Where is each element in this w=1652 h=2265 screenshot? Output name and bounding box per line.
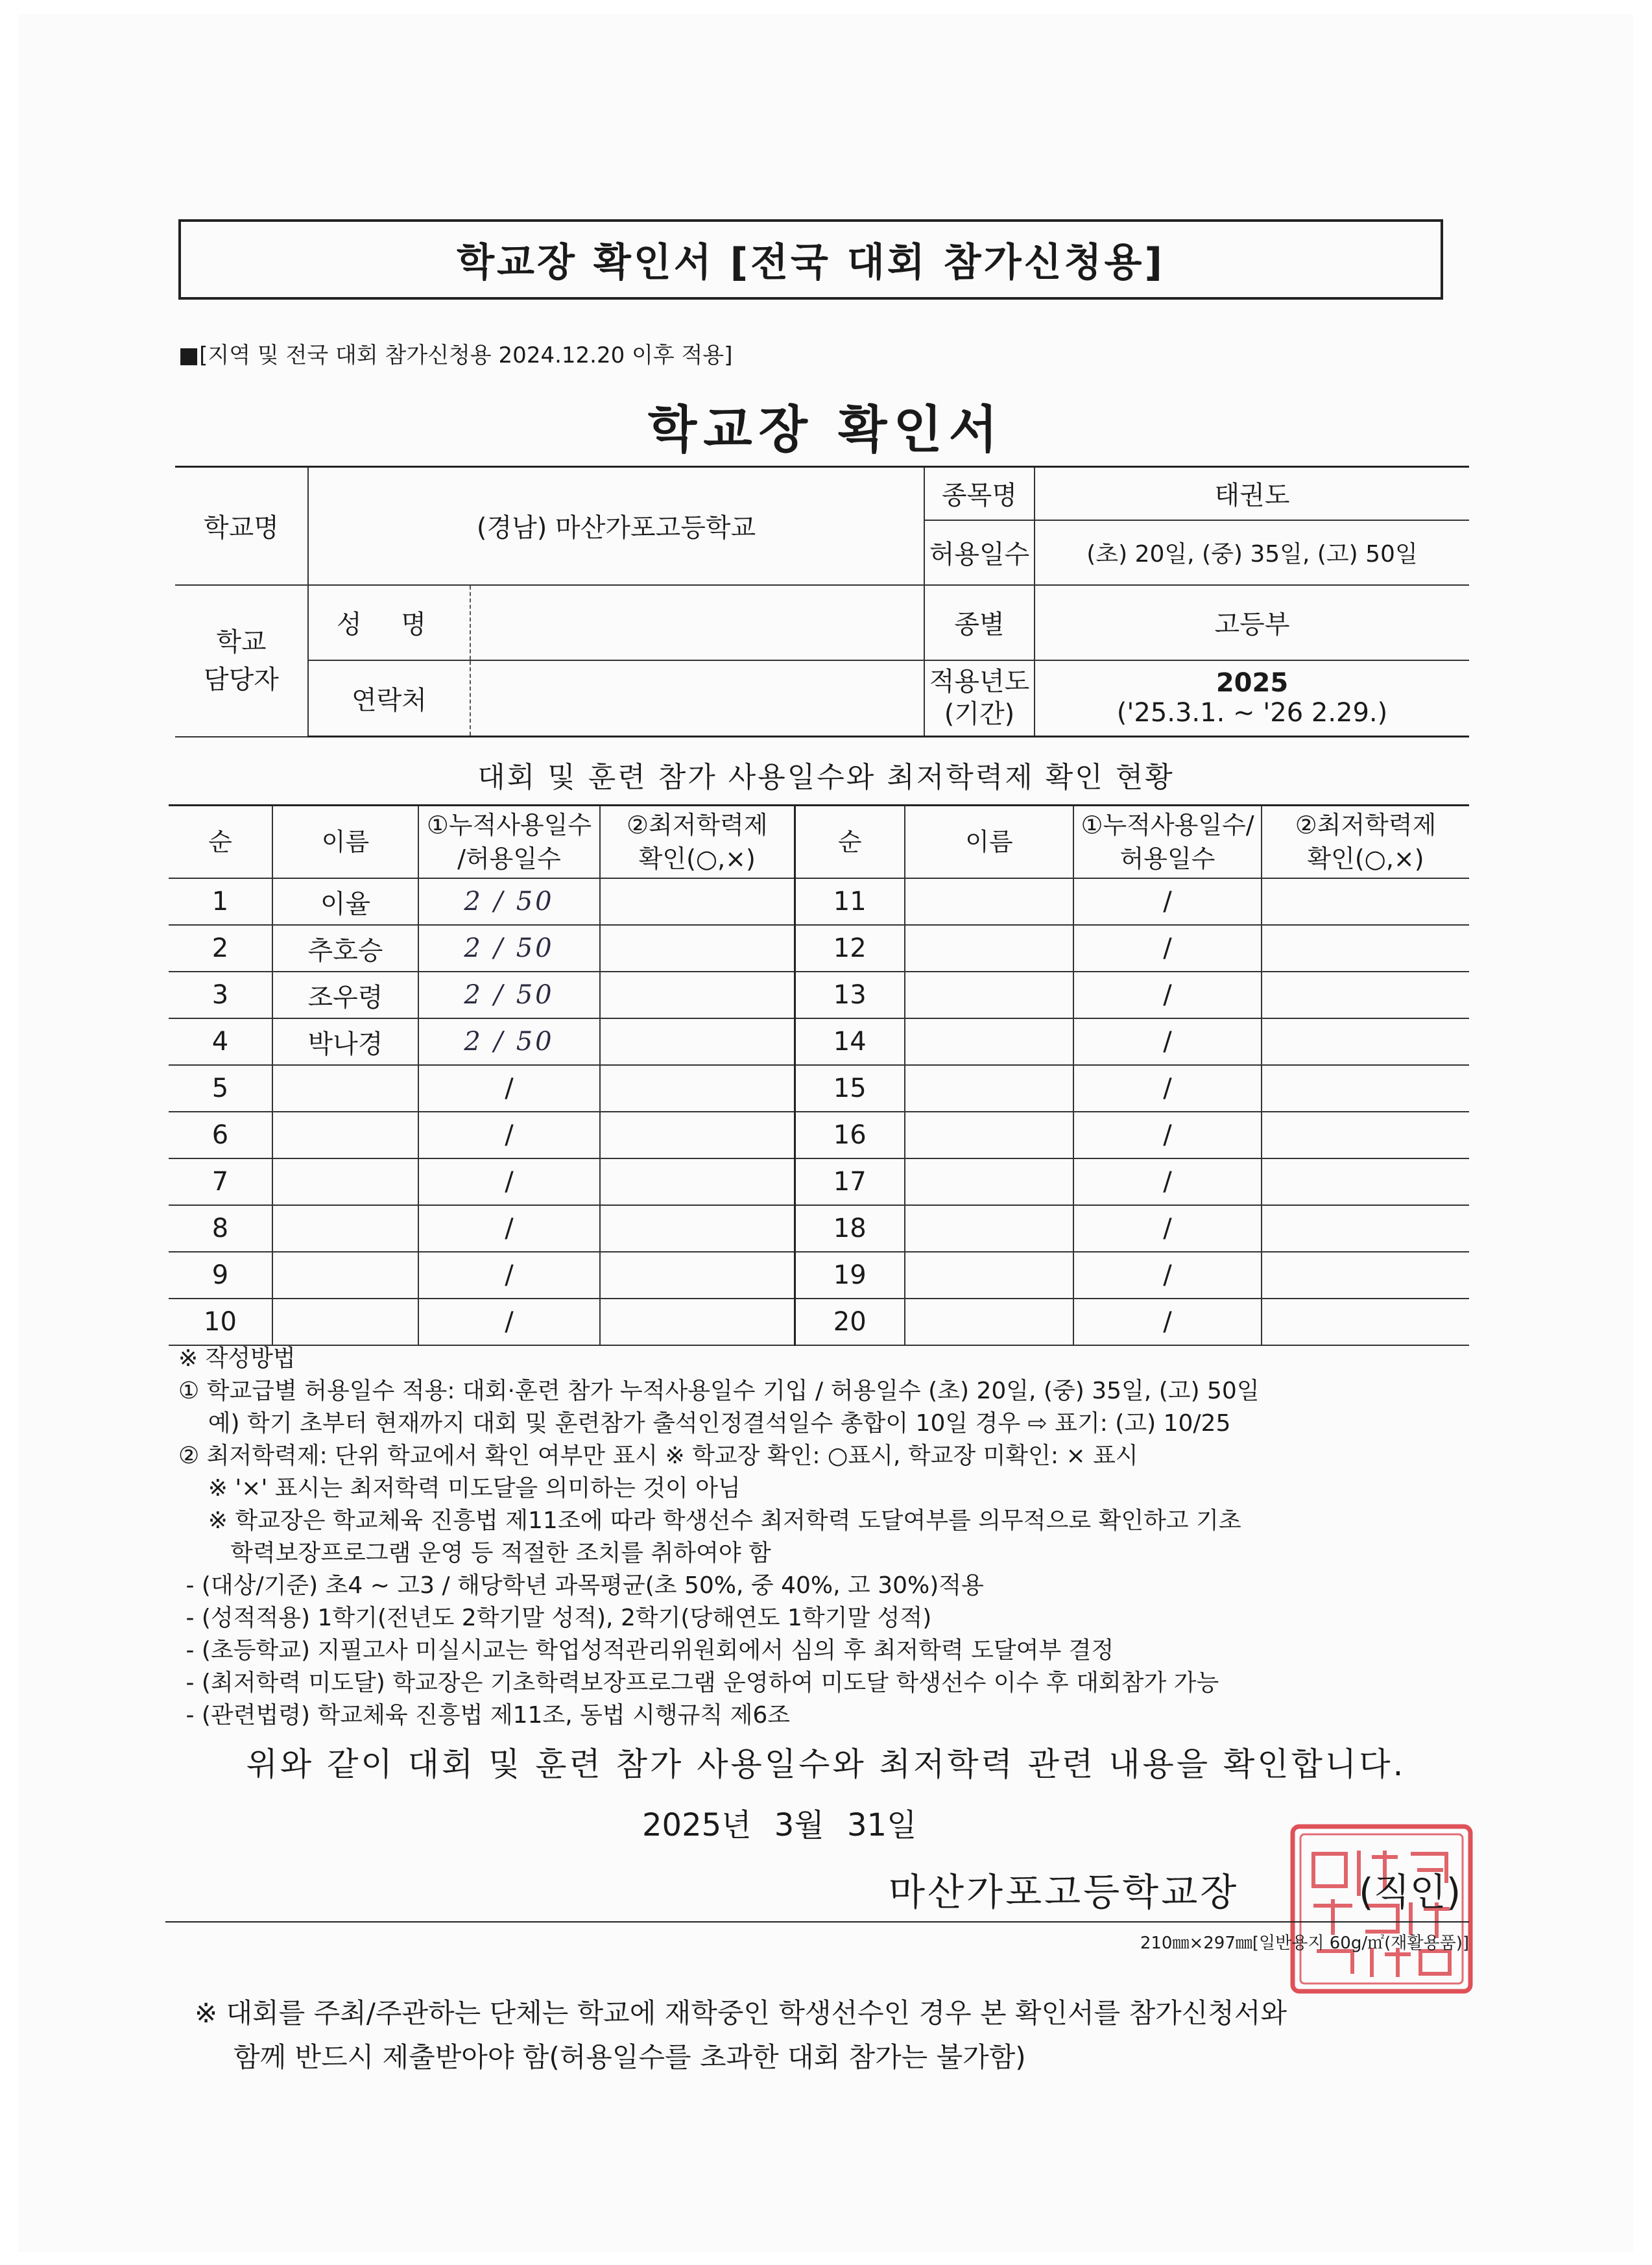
name-label: 성 명 (308, 585, 470, 660)
cell-days-right: / (1073, 878, 1262, 925)
header-name: 이름 (272, 806, 418, 879)
roster-row (169, 1205, 1469, 1252)
cell-check-right (1262, 972, 1469, 1018)
header-check-right: ②최저학력제 확인(○,×) (1262, 806, 1469, 879)
cell-check (600, 878, 795, 925)
instruction-line: 예) 학기 초부터 현재까지 대회 및 훈련참가 출석인정결석일수 총합이 10일 경우 ⇨ 표기: (고) 10/25 (178, 1410, 1231, 1437)
header-days: ①누적사용일수 /허용일수 (418, 806, 600, 879)
submission-note-line2: 함께 반드시 제출받아야 함(허용일수를 초과한 대회 참가는 불가함) (233, 2041, 1026, 2073)
event-label: 종목명 (924, 467, 1035, 520)
cell-check (600, 972, 795, 1018)
date-month: 3월 (774, 1807, 824, 1843)
cell-check (600, 1018, 795, 1065)
cell-name-right (905, 1205, 1073, 1252)
submission-note (195, 1991, 1287, 2079)
instructions (178, 1343, 1476, 1732)
cell-check-right (1262, 1018, 1469, 1065)
cell-name (272, 1252, 418, 1299)
event-value: 태권도 (1035, 467, 1469, 520)
cell-days: / (418, 1252, 600, 1299)
apply-year-cell (1035, 660, 1469, 737)
cell-name (272, 1065, 418, 1112)
footer-divider (165, 1921, 1469, 1923)
name-value (470, 585, 924, 660)
cell-check-right (1262, 1205, 1469, 1252)
cell-days-right: / (1073, 1252, 1262, 1299)
school-info-table (175, 466, 1469, 737)
school-value: (경남) 마산가포고등학교 (308, 467, 924, 585)
confirmation-statement: 위와 같이 대회 및 훈련 참가 사용일수와 최저학력 관련 내용을 확인합니다. (246, 1745, 1406, 1783)
contact-value (470, 660, 924, 737)
date-year: 2025년 (642, 1807, 752, 1843)
cell-days: 2 / 50 (418, 1018, 600, 1065)
cell-name (272, 1205, 418, 1252)
cell-name-right (905, 1112, 1073, 1158)
cell-name-right (905, 1065, 1073, 1112)
header-days-right: ①누적사용일수/ 허용일수 (1073, 806, 1262, 879)
cell-check-right (1262, 925, 1469, 972)
issue-date (642, 1800, 916, 1845)
cell-name-right (905, 1252, 1073, 1299)
division-label: 종별 (924, 585, 1035, 660)
paper-spec: 210㎜×297㎜[일반용지 60g/㎡(재활용품)] (1140, 1934, 1469, 1953)
cell-days: / (418, 1299, 600, 1345)
roster-row (169, 1299, 1469, 1345)
apply-year-value: 2025 (1215, 668, 1289, 699)
cell-name (272, 1158, 418, 1205)
cell-check-right (1262, 1112, 1469, 1158)
athlete-roster-table (169, 804, 1469, 1346)
cell-no: 5 (169, 1065, 272, 1112)
cell-no: 1 (169, 878, 272, 925)
cell-no-right: 19 (795, 1252, 905, 1299)
cell-check-right (1262, 1252, 1469, 1299)
cell-days: 2 / 50 (418, 925, 600, 972)
cell-no-right: 16 (795, 1112, 905, 1158)
cell-no-right: 20 (795, 1299, 905, 1345)
cell-no: 9 (169, 1252, 272, 1299)
allowed-days-label: 허용일수 (924, 520, 1035, 585)
form-title: 학교장 확인서 [전국 대회 참가신청용] (457, 240, 1165, 285)
roster-row (169, 1158, 1469, 1205)
principal-name: 마산가포고등학교장 (889, 1870, 1239, 1914)
instruction-line: - (성적적용) 1학기(전년도 2학기말 성적), 2학기(당해연도 1학기말 성적) (178, 1605, 932, 1631)
cell-check (600, 1112, 795, 1158)
cell-no-right: 11 (795, 878, 905, 925)
cell-no: 3 (169, 972, 272, 1018)
apply-year-period: ('25.3.1. ~ '26 2.29.) (1116, 698, 1388, 728)
instruction-line: - (관련법령) 학교체육 진흥법 제11조, 동법 시행규칙 제6조 (178, 1702, 791, 1729)
cell-no: 7 (169, 1158, 272, 1205)
cell-check (600, 1205, 795, 1252)
instruction-line: - (대상/기준) 초4 ~ 고3 / 해당학년 과목평균(초 50%, 중 40%, 고 30%)적용 (178, 1572, 984, 1599)
roster-header-row (169, 806, 1469, 879)
cell-days: / (418, 1205, 600, 1252)
cell-days: / (418, 1112, 600, 1158)
cell-name: 조우령 (272, 972, 418, 1018)
cell-name: 이율 (272, 878, 418, 925)
cell-days: 2 / 50 (418, 878, 600, 925)
cell-check-right (1262, 1299, 1469, 1345)
cell-check (600, 1065, 795, 1112)
instruction-line: ※ 학교장은 학교체육 진흥법 제11조에 따라 학생선수 최저학력 도달여부를 의무적으로 확인하고 기초 (178, 1507, 1241, 1534)
cell-days-right: / (1073, 1299, 1262, 1345)
header-no-right: 순 (795, 806, 905, 879)
roster-row (169, 1112, 1469, 1158)
roster-row (169, 878, 1469, 925)
instruction-line: 학력보장프로그램 운영 등 적절한 조치를 취하여야 함 (178, 1540, 771, 1566)
applicability-notice: ■[지역 및 전국 대회 참가신청용 2024.12.20 이후 적용] (178, 342, 733, 368)
cell-name-right (905, 1299, 1073, 1345)
cell-no: 6 (169, 1112, 272, 1158)
header-name-right: 이름 (905, 806, 1073, 879)
roster-row (169, 1018, 1469, 1065)
cell-check (600, 925, 795, 972)
cell-name: 추호승 (272, 925, 418, 972)
cell-name-right (905, 972, 1073, 1018)
seal-label: (직인) (1359, 1870, 1461, 1914)
allowed-days-value: (초) 20일, (중) 35일, (고) 50일 (1035, 520, 1469, 585)
cell-check-right (1262, 1065, 1469, 1112)
cell-name-right (905, 1158, 1073, 1205)
cell-no: 2 (169, 925, 272, 972)
cell-no-right: 15 (795, 1065, 905, 1112)
roster-row (169, 1252, 1469, 1299)
instructions-heading: ※ 작성방법 (178, 1345, 296, 1372)
cell-days: 2 / 50 (418, 972, 600, 1018)
cell-check-right (1262, 878, 1469, 925)
cell-days: / (418, 1065, 600, 1112)
cell-days-right: / (1073, 1112, 1262, 1158)
manager-label: 학교 담당자 (175, 585, 308, 737)
roster-row (169, 972, 1469, 1018)
section-title: 대회 및 훈련 참가 사용일수와 최저학력제 확인 현황 (477, 761, 1175, 794)
cell-no: 10 (169, 1299, 272, 1345)
cell-check (600, 1158, 795, 1205)
division-value: 고등부 (1035, 585, 1469, 660)
cell-days-right: / (1073, 925, 1262, 972)
cell-days-right: / (1073, 1065, 1262, 1112)
instruction-line: - (최저학력 미도달) 학교장은 기초학력보장프로그램 운영하여 미도달 학생선수 이수 후 대회참가 가능 (178, 1670, 1219, 1696)
cell-check (600, 1299, 795, 1345)
cell-name (272, 1299, 418, 1345)
instruction-line: ② 최저학력제: 단위 학교에서 확인 여부만 표시 ※ 학교장 확인: ○표시, 학교장 미확인: × 표시 (178, 1443, 1138, 1469)
form-title-box (178, 219, 1443, 300)
apply-year-label: 적용년도 (기간) (924, 660, 1035, 737)
cell-name-right (905, 1018, 1073, 1065)
contact-label: 연락처 (308, 660, 470, 737)
main-title: 학교장 확인서 (647, 401, 1005, 459)
cell-no-right: 17 (795, 1158, 905, 1205)
header-check: ②최저학력제 확인(○,×) (600, 806, 795, 879)
cell-no: 8 (169, 1205, 272, 1252)
cell-name-right (905, 878, 1073, 925)
cell-days-right: / (1073, 1018, 1262, 1065)
cell-no-right: 18 (795, 1205, 905, 1252)
cell-check (600, 1252, 795, 1299)
school-label: 학교명 (175, 467, 308, 585)
cell-days: / (418, 1158, 600, 1205)
date-day: 31일 (846, 1807, 917, 1843)
cell-days-right: / (1073, 972, 1262, 1018)
roster-row (169, 1065, 1469, 1112)
instruction-line: - (초등학교) 지필고사 미실시교는 학업성적관리위원회에서 심의 후 최저학력 도달여부 결정 (178, 1637, 1114, 1664)
cell-days-right: / (1073, 1205, 1262, 1252)
cell-name (272, 1112, 418, 1158)
cell-check-right (1262, 1158, 1469, 1205)
cell-no-right: 13 (795, 972, 905, 1018)
header-no: 순 (169, 806, 272, 879)
cell-name-right (905, 925, 1073, 972)
instructions-lines (178, 1375, 1476, 1732)
submission-note-line1: ※ 대회를 주최/주관하는 단체는 학교에 재학중인 학생선수인 경우 본 확인서를 참가신청서와 (195, 1997, 1287, 2029)
cell-name: 박나경 (272, 1018, 418, 1065)
cell-no-right: 12 (795, 925, 905, 972)
instruction-line: ① 학교급별 허용일수 적용: 대회·훈련 참가 누적사용일수 기입 / 허용일수 (초) 20일, (중) 35일, (고) 50일 (178, 1378, 1260, 1404)
instruction-line: ※ '×' 표시는 최저학력 미도달을 의미하는 것이 아님 (178, 1475, 741, 1502)
cell-no-right: 14 (795, 1018, 905, 1065)
cell-no: 4 (169, 1018, 272, 1065)
cell-days-right: / (1073, 1158, 1262, 1205)
roster-row (169, 925, 1469, 972)
